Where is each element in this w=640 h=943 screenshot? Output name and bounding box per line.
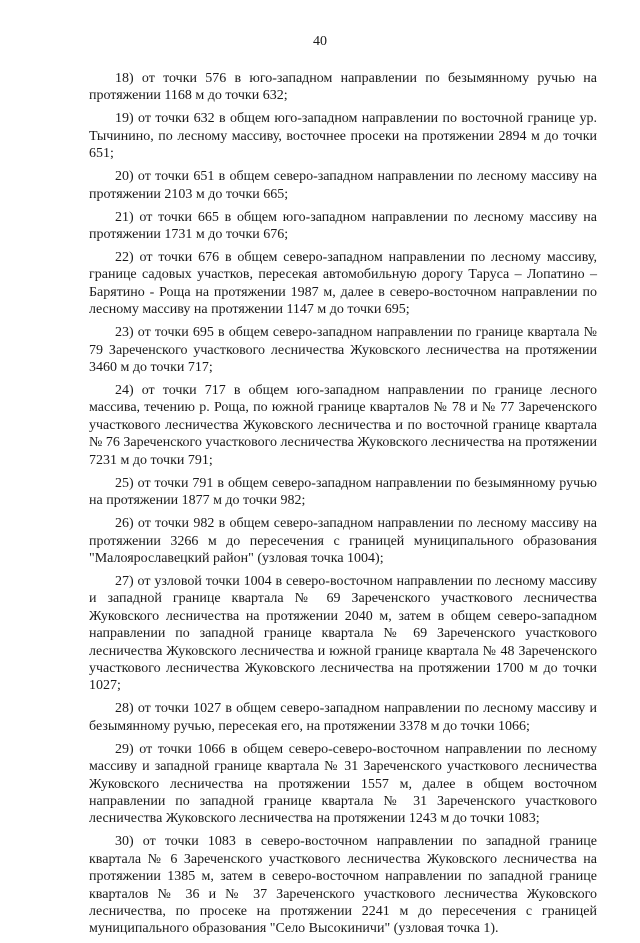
document-body [89,70,597,943]
boundary-item-20: 20) от точки 651 в общем северо-западном направлении по лесному массиву на протяжении 2103 м до точки 665; [89,169,597,202]
boundary-item-26: 26) от точки 982 в общем северо-западном направлении по лесному массиву на протяжении 3266 м до пересечения с границей муниципального образования "Малоярославецкий район" (узловая точка 1004); [89,516,597,566]
boundary-item-25: 25) от точки 791 в общем северо-западном направлении по безымянному ручью на протяжении 1877 м до точки 982; [89,475,597,509]
boundary-item-21: 21) от точки 665 в общем юго-западном направлении по лесному массиву на протяжении 1731 м до точки 676; [89,209,597,243]
boundary-item-22: 22) от точки 676 в общем северо-западном направлении по лесному массиву, границе садовых участков, пересекая автомобильную дорогу Таруса – Лопатино – Барятино - Роща на протяжении 1987 м, далее в северо-восточном направлении по лесному массиву на протяжении 1147 м до точки 695; [89,250,597,318]
boundary-item-19: 19) от точки 632 в общем юго-западном направлении по восточной границе ур. Тычинино, по лесному массиву, восточнее просеки на протяжении 2894 м до точки 651; [89,111,597,162]
boundary-item-23: 23) от точки 695 в общем северо-западном направлении по границе квартала № 79 Зареченского участкового лесничества Жуковского лесничества на протяжении 3460 м до точки 717; [89,325,597,376]
boundary-item-18: 18) от точки 576 в юго-западном направлении по безымянному ручью на протяжении 1168 м до точки 632; [89,71,597,104]
boundary-item-28: 28) от точки 1027 в общем северо-западном направлении по лесному массиву и безымянному ручью, пересекая его, на протяжении 3378 м до точки 1066; [89,701,597,734]
boundary-item-29: 29) от точки 1066 в общем северо-северо-восточном направлении по лесному массиву и западной границе квартала № 31 Зареченского участкового лесничества Жуковского лесничества на протяжении 1557 м, далее в общем восточном направлении по западной границе квартала № 31 Зареченского участкового лесничества Жуковского лесничества на протяжении 1243 м до точки 1083; [89,741,597,827]
boundary-item-24: 24) от точки 717 в общем юго-западном направлении по границе лесного массива, течению р. Роща, по южной границе кварталов № 78 и № 77 Зареченского участкового лесничества Жуковского лесничества и по восточной границе квартала № 76 Зареченского участкового лесничества Жуковского лесничества на протяжении 7231 м до точки 791; [89,383,597,468]
boundary-item-30: 30) от точки 1083 в северо-восточном направлении по западной границе квартала № 6 Зареченского участкового лесничества Жуковского лесничества на протяжении 1385 м, затем в северо-восточном направлении по западной границе кварталов № 36 и № 37 Зареченского участкового лесничества Жуковского лесничества, по просеке на протяжении 2241 м до пересечения с границей муниципального образования "Село Высокиничи" (узловая точка 1). [89,834,597,937]
page-number: 40 [313,34,327,49]
boundary-item-27: 27) от узловой точки 1004 в северо-восточном направлении по лесному массиву и западной границе квартала № 69 Зареченского участкового лесничества Жуковского лесничества на протяжении 2040 м, затем в общем северо-западном направлении по западной границе квартала № 69 Зареченского участкового лесничества Жуковского лесничества и южной границе квартала № 48 Зареченского участкового лесничества Жуковского лесничества на протяжении 1700 м до точки 1027; [89,573,597,694]
